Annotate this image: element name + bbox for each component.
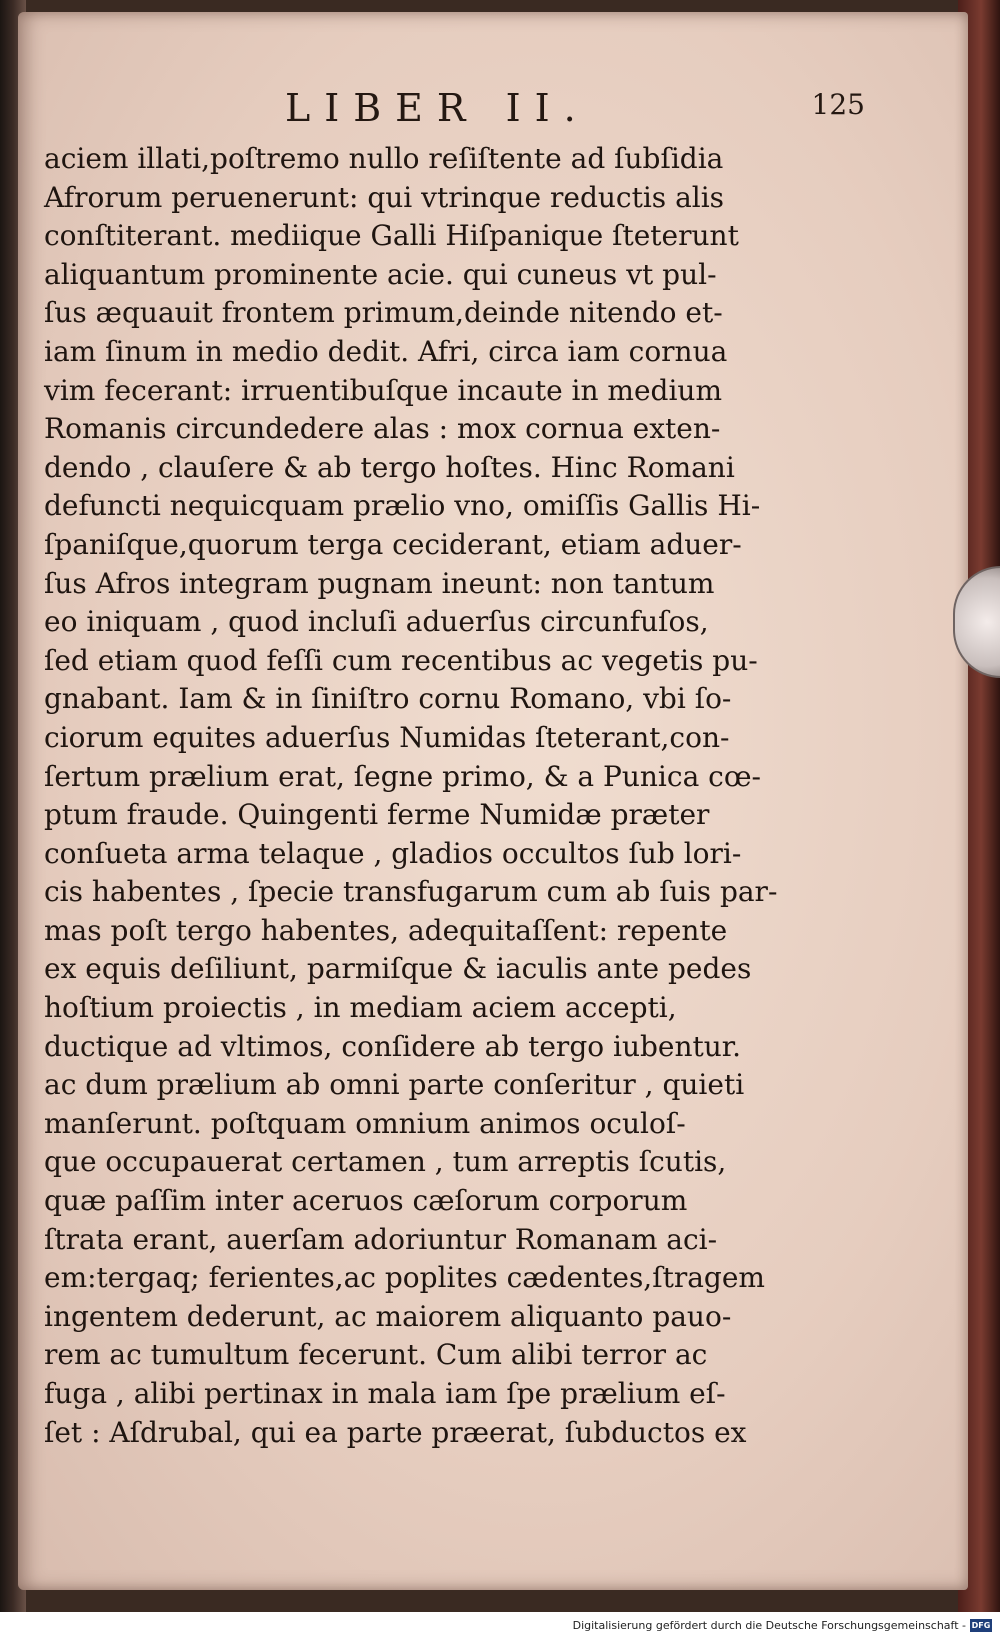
body-text [44,140,810,1452]
text-line: em:tergaq; ferientes,ac poplites cædentes,ſtragem [44,1261,765,1295]
text-line: Afrorum peruenerunt: qui vtrinque reductis alis [44,180,725,214]
text-line: aciem illati,poſtremo nullo reſiſtente ad ſubſidia [44,142,724,175]
text-line: dendo , clauſere & ab tergo hoſtes. Hinc Romani [44,450,735,484]
text-line: ex equis deſiliunt, parmiſque & iaculis ante pedes [44,952,752,986]
text-line: ſertum prælium erat, ſegne primo, & a Punica cœ- [44,759,761,793]
text-line: mas poſt tergo habentes, adequitaſſent: repente [44,913,728,947]
text-line: conſueta arma telaque , gladios occultos ſub lori- [44,836,742,870]
text-line: manſerunt. poſtquam omnium animos oculoſ- [44,1106,686,1140]
text-line: hoſtium proiectis , in mediam aciem accepti, [44,991,677,1025]
text-line: Romanis circundedere alas : mox cornua exten- [44,412,721,446]
dfg-logo: DFG [971,1620,991,1630]
text-line: vim fecerant: irruentibuſque incaute in medium [44,373,723,407]
page-number: 125 [811,88,865,121]
text-line: ductique ad vltimos, conſidere ab tergo iubentur. [44,1029,742,1063]
text-line: quæ paſſim inter aceruos cæſorum corporum [44,1184,688,1218]
page-header [285,86,865,130]
text-line: ſtrata erant, auerſam adoriuntur Romanam aci- [44,1222,718,1256]
text-line: cis habentes , ſpecie transfugarum cum ab ſuis par- [44,875,778,909]
text-line: defuncti nequicquam prælio vno, omiſſis Gallis Hi- [44,489,761,523]
text-line: ſet : Aſdrubal, qui ea parte præerat, ſubductos ex [44,1415,747,1449]
text-line: rem ac tumultum fecerunt. Cum alibi terror ac [44,1338,708,1372]
text-line: ciorum equites aduerſus Numidas ſteterant,con- [44,720,730,754]
footer-credit [573,1617,992,1633]
text-line: ſed etiam quod feſſi cum recentibus ac vegetis pu- [44,643,758,677]
text-line: ingentem dederunt, ac maiorem aliquanto pauo- [44,1299,732,1333]
text-line: aliquantum prominente acie. qui cuneus vt pul- [44,257,717,291]
running-title: LIBER II. [285,86,590,130]
text-line: conſtiterant. mediique Galli Hiſpanique ſteterunt [44,219,739,253]
text-line: ſus Afros integram pugnam ineunt: non tantum [44,566,715,600]
text-line: fuga , alibi pertinax in mala iam ſpe prælium eſ- [44,1377,726,1410]
text-line: gnabant. Iam & in ſiniſtro cornu Romano, vbi ſo- [44,682,732,716]
footer-credit-text: Digitalisierung gefördert durch die Deutsche Forschungsgemeinschaft - [572,1618,966,1632]
text-line: ac dum prælium ab omni parte conſeritur , quieti [44,1068,745,1102]
text-line: iam ſinum in medio dedit. Afri, circa iam cornua [44,334,728,368]
text-line: ſpaniſque,quorum terga ceciderant, etiam aduer- [44,527,742,561]
text-line: eo iniquam , quod incluſi aduerſus circunfuſos, [44,605,709,639]
text-line: ſus æquauit frontem primum,deinde nitendo et- [44,296,723,330]
text-line: que occupauerat certamen , tum arreptis ſcutis, [44,1145,727,1179]
text-line: ptum fraude. Quingenti ferme Numidæ præter [44,798,710,832]
